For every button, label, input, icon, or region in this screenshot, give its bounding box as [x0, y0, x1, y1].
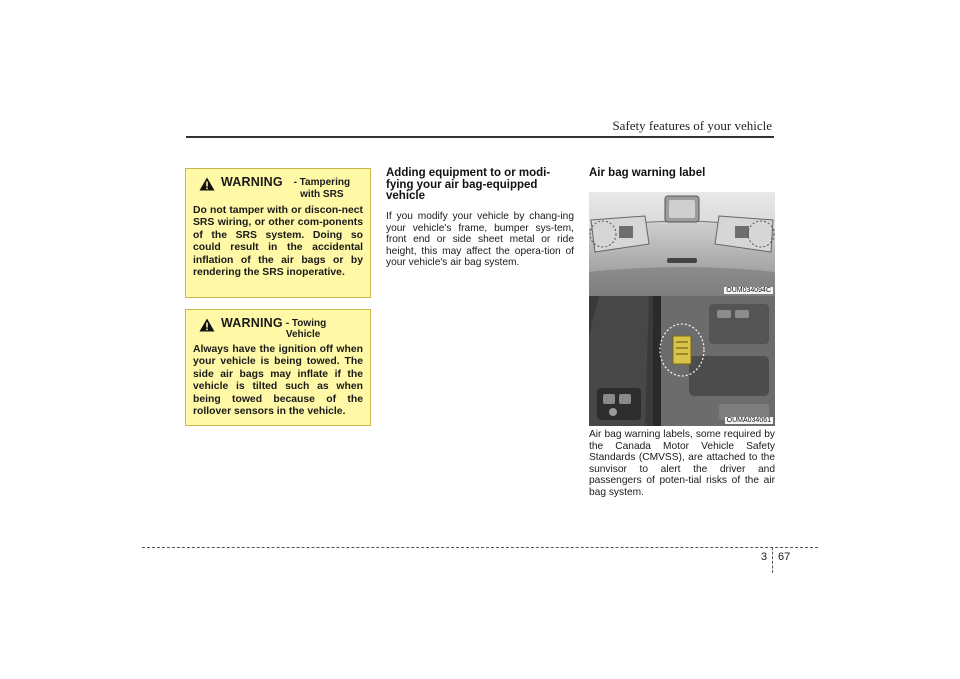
footer-rule: [142, 547, 818, 548]
chapter-number: 3: [761, 551, 768, 563]
warning-triangle-icon: [199, 318, 215, 332]
door-label-illustration: [589, 296, 775, 426]
warning-header: [193, 175, 363, 201]
warning-body: Do not tamper with or discon-nect SRS wiring, or other com-ponents of the SRS system. Doing so could result in the accidental inflation of the air bags or by rendering the SRS inoperative.: [193, 205, 363, 279]
section-title-label: Air bag warning label: [589, 167, 706, 179]
photo-door-label: [589, 296, 775, 426]
header-title: Safety features of your vehicle: [612, 118, 772, 133]
warning-body: Always have the ignition off when your vehicle is being towed. The side air bags may inflate if the vehicle is tilted such as when being towed because of the rollover sensors in the vehicle.: [193, 344, 363, 418]
photo-sunvisor: [589, 192, 775, 296]
page-number: 67: [778, 551, 791, 563]
warning-box-towing: [185, 309, 371, 426]
page-separator: [772, 547, 773, 573]
warning-subtitle: - Tampering with SRS: [293, 177, 351, 200]
warning-label: WARNING: [221, 316, 283, 330]
section-body-label: Air bag warning labels, some required by the Canada Motor Vehicle Safety Standards (CMVSS), are attached to the sunvisor to alert the driver and passengers of poten-tial risks of the air bag system.: [589, 429, 775, 498]
warning-box-tampering: [185, 168, 371, 298]
section-body-equipment: If you modify your vehicle by chang-ing your vehicle's frame, bumper sys-tem, front end or side sheet metal or ride height, this may affect the opera-tion of your vehicle's air bag system.: [386, 211, 574, 269]
warning-triangle-icon: [199, 177, 215, 191]
warning-label: WARNING: [221, 175, 283, 189]
header-rule: [186, 136, 774, 138]
image-code: OUM034094C: [726, 287, 771, 294]
warning-header: [193, 316, 363, 340]
sunvisor-illustration: [589, 192, 775, 296]
warning-subtitle: - Towing Vehicle: [285, 318, 327, 340]
section-title-equipment: Adding equipment to or modi-fying your air bag-equipped vehicle: [386, 167, 551, 202]
image-code: OUMA034061: [726, 417, 771, 424]
